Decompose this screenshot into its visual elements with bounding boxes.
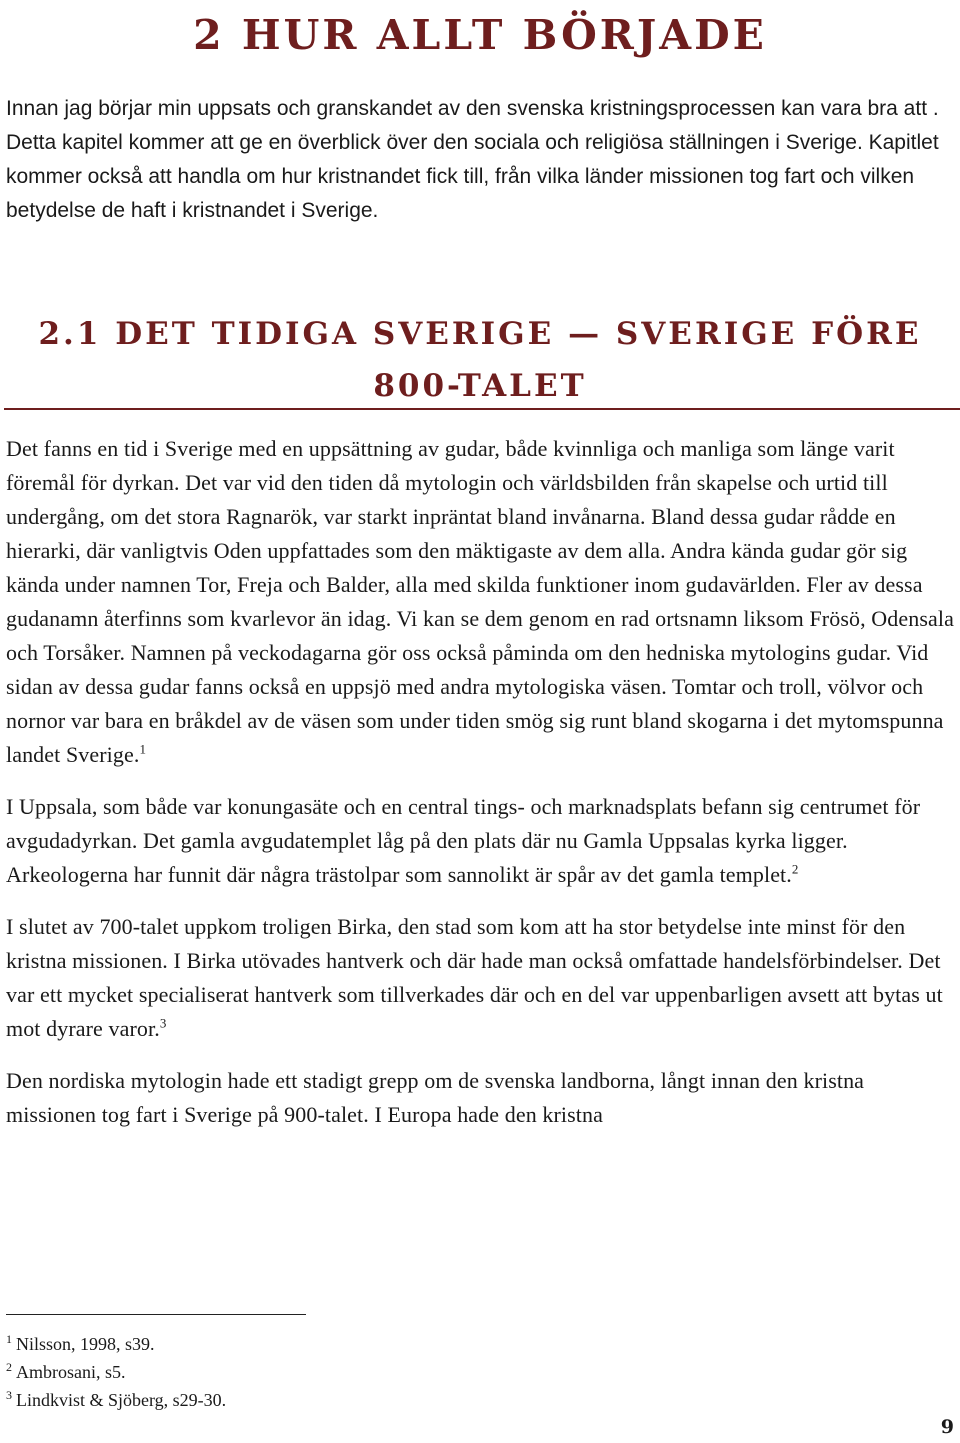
- footnote-ref[interactable]: 2: [791, 861, 799, 877]
- footnote-text: Nilsson, 1998, s39.: [16, 1334, 155, 1354]
- chapter-title: 2 HUR ALLT BÖRJADE: [193, 11, 767, 59]
- section-body: [6, 432, 958, 1150]
- paragraph-text: Den nordiska mytologin hade ett stadigt grepp om de svenska landborna, långt innan den kristna missionen tog fart i Sverige på 900-talet. I Europa hade den kristna: [6, 1068, 865, 1127]
- section-title: 2.1 DET TIDIGA SVERIGE — SVERIGE FÖRE 800-TALET: [38, 316, 922, 404]
- footnote-text: Lindkvist & Sjöberg, s29-30.: [16, 1390, 227, 1410]
- footnote-number: 3: [6, 1388, 12, 1402]
- paragraph-text: Det fanns en tid i Sverige med en uppsättning av gudar, både kvinnliga och manliga som länge varit föremål för dyrkan. Det var vid den tiden då mytologin och världsbilden från skapelse och urtid till undergång, om det stora Ragnarök, var starkt inpräntat bland invånarna. Bland dessa gudar rådde en hierarki, där vanligtvis Oden uppfattades som den mäktigaste av dem alla. Andra kända gudar gör sig kända under namnen Tor, Freja och Balder, alla med skilda funktioner inom gudavärlden. Fler av dessa gudanamn återfinns som kvarlevor än idag. Vi kan se dem genom en rad ortsnamn liksom Frösö, Odensala och Torsåker. Namnen på veckodagarna gör oss också påminda om den hedniska mytologins gudar. Vid sidan av dessa gudar fanns också en uppsjö med andra mytologiska väsen. Tomtar och troll, völvor och nornor var bara en bråkdel av de väsen som under tiden smög sig runt bland skogarna i det mytomspunna landet Sverige.: [6, 436, 954, 767]
- intro-paragraph: Innan jag börjar min uppsats och granskandet av den svenska kristningsprocessen kan vara bra att . Detta kapitel kommer att ge en överblick över den sociala och religiösa ställningen i Sverige. Kapitlet kommer också att handla om hur kristnandet fick till, från vilka länder missionen tog fart och vilken betydelse de haft i kristnandet i Sverige.: [6, 97, 939, 222]
- footnote-number: 2: [6, 1360, 12, 1374]
- paragraph-text: I Uppsala, som både var konungasäte och en central tings- och marknadsplats befann sig centrumet för avgudadyrkan. Det gamla avgudatemplet låg på den plats där nu Gamla Uppsalas kyrka ligger. Arkeologerna har funnit där några trästolpar som sannolikt är spår av det gamla templet.: [6, 794, 921, 887]
- footnote-item: [6, 1330, 906, 1358]
- footnote-ref[interactable]: 3: [159, 1015, 167, 1031]
- page-number: 9: [940, 1416, 954, 1438]
- footnote-ref[interactable]: 1: [139, 741, 147, 757]
- body-paragraph: [6, 790, 958, 892]
- footnote-text: Ambrosani, s5.: [16, 1362, 126, 1382]
- paragraph-text: I slutet av 700-talet uppkom troligen Birka, den stad som kom att ha stor betydelse inte minst för den kristna missionen. I Birka utövades hantverk och där hade man också omfattade handelsförbindelser. Det var ett mycket specialiserat hantverk som tillverkades där och en del var uppenbarligen avsett att bytas ut mot dyrare varor.: [6, 914, 943, 1041]
- body-paragraph: [6, 1064, 958, 1132]
- footnotes: [6, 1330, 906, 1414]
- footnote-divider: [6, 1314, 306, 1315]
- footnote-item: [6, 1386, 906, 1414]
- body-paragraph: [6, 432, 958, 772]
- footnote-item: [6, 1358, 906, 1386]
- section-divider: [4, 408, 960, 410]
- footnote-number: 1: [6, 1332, 12, 1346]
- body-paragraph: [6, 910, 958, 1046]
